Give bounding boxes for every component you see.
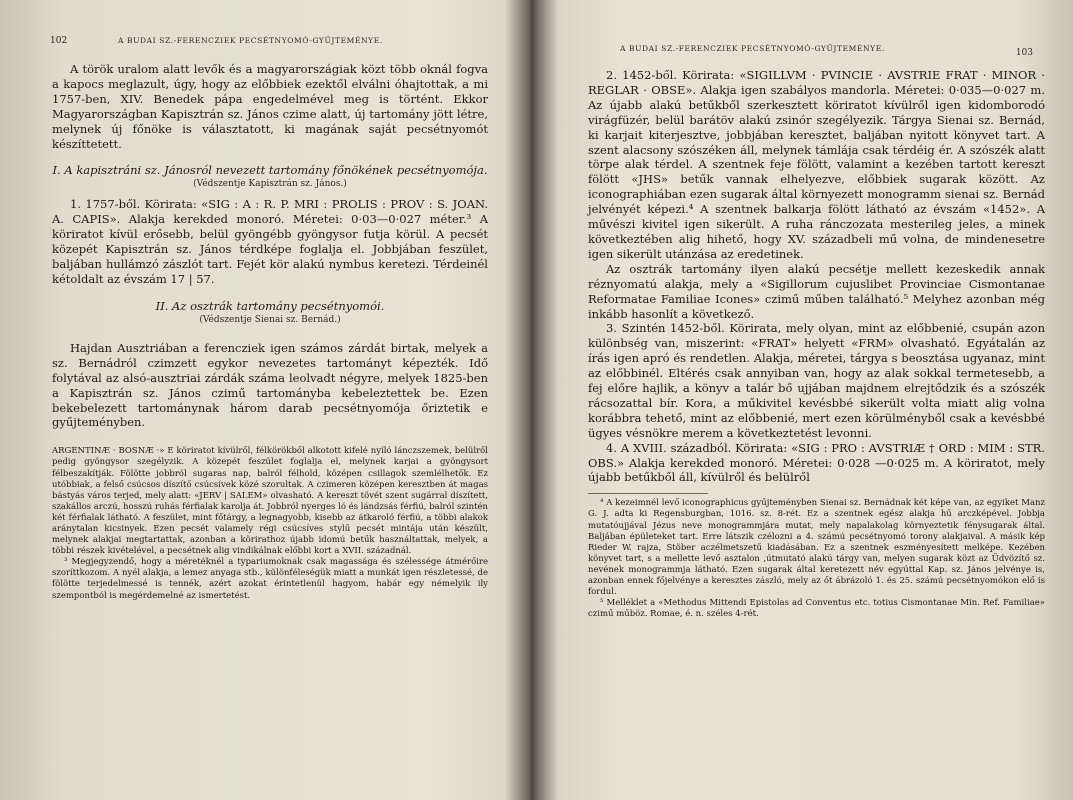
section-subtitle: (Védszentje Kapisztrán sz. János.) [193,179,347,190]
section-subtitle: (Védszentje Sienai sz. Bernád.) [199,314,341,325]
running-head: A BUDAI SZ.-FERENCZIEK PECSÉTNYOMÓ-GYŰJTEMÉNYE. [118,36,383,45]
seal-entry-4: 4. A XVIII. századból. Körirata: «SIG : PRO : AVSTRIÆ † ORD : MIM : STR. OBS.» Alakja kerekded monoró. Méretei: 0·028 —0·025 m. A köriratot, mely újabb betűkből áll, kívülről és belülről [588,440,1045,485]
footnote: ⁵ Melléklet a «Methodus Mittendi Epistolas ad Conventus etc. totius Cismontanae Min. Ref. Familiae» czimű műböz. Romae, é. n. széles 4-rét. [588,598,1045,620]
page-number: 102 [50,36,68,46]
intro-paragraph: A török uralom alatt levők és a magyarországiak közt több oknál fogva a kapocs meglazult, úgy, hogy az előbbiek ezektől elválni óhajtottak, a mi 1757-ben, XIV. Benedek pápa engedelmével meg is történt. Ekkor Magyarországban Kapisztrán sz. János czime alatt, új tartomány jött létre, melynek új főnöke is választatott, ki magának saját pecsétnyomót készíttetett. [52,62,488,151]
left-page [0,0,528,800]
footnote-divider [588,493,708,494]
running-head: A BUDAI SZ.-FERENCZIEK PECSÉTNYOMÓ-GYŰJTEMÉNYE. [620,44,885,53]
footnote: ARGENTINÆ · BOSNÆ ·» E köriratot kívülről, félkörökből alkotott kifelé nyíló lánczszemek, belülről pedig gyöngysor szegélyzik. A közepét feszület foglalja el, melynek karjai a gyöngysort félbeszakítják. Fölötte jobbról sugaras nap, balról félhold, középen csillagok szemlélhetők. Ez utóbbiak, a felső csúcsos díszítő csúcsívek közé szorultak. A czimeren középen keresztben át magas bástyás város terjed, mely alatt: «JERV | SALEM» olvasható. A kereszt tövét szent sugárral díszített, szakállos arczú, hosszú ruhás férfialak karolja át. Jobbról nyerges ló és lándzsás férfiú, balról szintén két férfialak látható. A feszület, mint főtárgy, a legnagyobb, kisebb az átkaroló férfiú, a többi alakok aránytalan kicsinyek. Ezen pecsét valamely régi csúcsíves stylű pecsét mintája után készült, melynek alakjai megtartattak, azonban a körirathoz újabb idomú betűk használtattak, melyek, a többi részek kivételével, a pecsétnek alig vindikálnak előbbi kort a XVII. századnál. [52,446,488,557]
footnote: ⁴ A kezeimnél levő iconographicus gyűjteményben Sienai sz. Bernádnak két képe van, az egyiket Manz G. J. adta ki Regensburgban, 1016. sz. 8-rét. Ez a szentnek egész alakja hű arczképével. Jobbja mutatóujjával Jézus neve monogrammjára mutat, mely napalakolag környeztetik fénysugarak által. Baljában épületeket tart. Erre látszik czélozni a 4. számú pecsétnyomó torony alakjaival. A másik kép Rieder W. rajza, Stöber aczélmetszetű kiadásában. Ez a szentnek eszményesített melképe. Kezében könyvet tart, s a mellette levő asztalon ,útmutató alakú tárgy van, melyen sugarak közt az Üdvözítő sz. nevének monogrammja látható. Ezen sugarak által keretezett név egyúttal Kap. sz. János jelvénye is, azonban ennek főjelvénye a keresztes zászló, mely az őt ábrázoló 1. és 25. számú pecsétnyomókon elő is fordul. [588,498,1045,598]
section-title: I. A kapisztráni sz. Jánosról nevezett tartomány főnökének pecsétnyomója. [52,163,488,178]
seal-entry-2: 2. 1452-ből. Körirata: «SIGILLVM · PVINCIE · AVSTRIE FRAT · MINOR · REGLAR · OBSE». Alakja igen szabályos mandorla. Méretei: 0·035—0·027 m. Az újabb alakú betűkből szerkesztett köriratot kívülről igen kidomborodó virágfüzér, belül barátöv alakú zsinór szegélyezik. Tárgya Sienai sz. Bernád, ki karjait kiterjesztve, jobbjában keresztet, baljában nyitott könyvet tart. A szent alacsony szószéken áll, melynek támlája csak térdéig ér. A szószék alatt törpe alak térdel. A szentnek feje fölött, valamint a kezében tartott kereszt fölött «JHS» betűk vannak elhelyezve, előbbiek sugarak között. Az iconographiában ezen sugarak által környezett monogramm sienai sz. Bernád jelvényét képezi.⁴ A szentnek balkarja fölött látható az évszám «1452». A művészi kivitel igen sikerült. A ruha ránczozata mesterileg jeles, a minek következtében alig hihető, hogy XV. századbeli mű volna, de mindenesetre igen sikerült utánzása az eredetinek. [588,68,1045,261]
section-title: II. Az osztrák tartomány pecsétnyomói. [155,298,385,313]
right-page [530,0,1073,800]
right-body [588,68,1045,620]
seal-entry-1: 1. 1757-ből. Körirata: «SIG : A : R. P. MRI : PROLIS : PROV : S. JOAN. A. CAPIS». Alakja kerekded monoró. Méretei: 0·03—0·027 méter.³ A köriratot kívül erősebb, belül gyöngébb gyöngysor futja körül. A pecsét közepét Kapisztrán sz. János térdképe foglalja el. Jobbjában feszület, baljában hullámzó zászlót tart. Fejét kör alakú nymbus keretezi. Térdeinél kétoldalt az évszám 17 | 57. [52,197,488,286]
seal-entry-3: 3. Szintén 1452-ből. Körirata, mely olyan, mint az előbbenié, csupán azon különbség van, miszerint: «FRAT» helyett «FRM» olvasható. Egyátalán az írás igen apró és rendetlen. Alakja, méretei, tárgya s beosztása ugyanaz, mint az előbbinél. Eltérés csak annyiban van, hogy az alak sokkal termetesebb, a fej előre hajlik, a könyv a talár bő ujjában majdnem elrejtődzik és a szószék rácsozattal bír. Kora, a műkivitel kevésbbé sikerült volta miatt alig volna korábbra tehető, mint az előbbenié, mert ezen körülményből csak a kevésbbé ügyes vésnökre merem a következtetést levonni. [588,321,1045,440]
paragraph: Az osztrák tartomány ilyen alakú pecsétje mellett kezeskedik annak réznyomatú alakja, mely a «Sigillorum cujuslibet Provinciae Cismontanae Reformatae Familiae Icones» czimű műben található.⁵ Melyhez azonban még inkább hasonlít a következő. [588,261,1045,321]
footnote: ³ Megjegyzendő, hogy a méretéknél a typariumoknak csak magassága és szélessége átmérőire szoríttkozom. A nyél alakja, a lemez anyaga stb., különféleségük miatt a munkát igen részletessé, de fölötte terjedelmessé is tennék, azért azokat érintetlenül hagyom, habár egy némelyik ily szempontból is megérdemelné az ismertetést. [52,557,488,601]
left-body [52,62,488,602]
paragraph: Hajdan Ausztriában a ferencziek igen számos zárdát birtak, melyek a sz. Bernádról czimzett egykor nevezetes tartományt képezték. Idő folytával az alsó-ausztriai zárdák száma leolvadt négyre, melyek 1825-ben a Kapisztrán sz. János czimű tartományba kebeleztettek be. Ezen bekebelezett tartománynak három darab pecsétnyomója őriztetik e gyűjteményben. [52,340,488,430]
page-number: 103 [1015,48,1033,58]
